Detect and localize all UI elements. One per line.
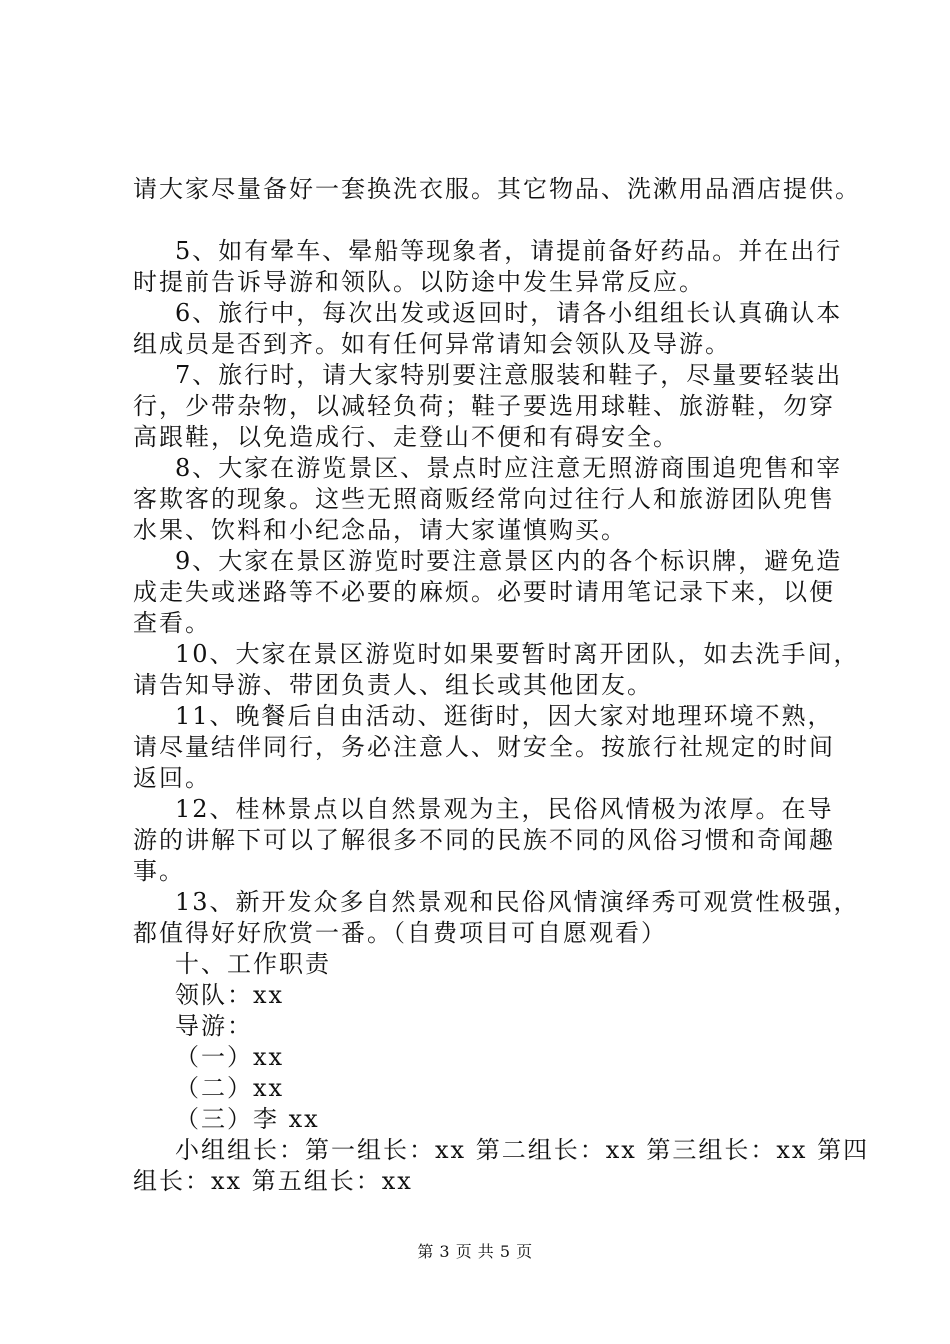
text-line: 事。	[133, 857, 185, 885]
page-footer	[0, 1242, 950, 1262]
first-line-block	[133, 174, 861, 205]
page-number-label: 第 3 页 共 5 页	[417, 1242, 533, 1261]
text-line: 请尽量结伴同行，务必注意人、财安全。按旅行社规定的时间	[133, 733, 835, 761]
text-line: 水果、饮料和小纪念品，请大家谨慎购买。	[133, 516, 627, 544]
text-line: 9、大家在景区游览时要注意景区内的各个标识牌，避免造	[175, 547, 843, 575]
text-line: 10、大家在景区游览时如果要暂时离开团队，如去洗手间，	[175, 640, 860, 668]
text-line: 返回。	[133, 764, 211, 792]
text-line: 行，少带杂物，以减轻负荷；鞋子要选用球鞋、旅游鞋，勿穿	[133, 392, 835, 420]
text-line: 11、晚餐后自由活动、逛街时，因大家对地理环境不熟，	[175, 702, 834, 730]
text-line: 导游：	[175, 1012, 253, 1040]
text-line: 查看。	[133, 609, 211, 637]
section-heading: 十、工作职责	[175, 950, 331, 978]
text-line: 时提前告诉导游和领队。以防途中发生异常反应。	[133, 268, 705, 296]
text-line: （三）李 xx	[175, 1105, 320, 1133]
text-line: 高跟鞋，以免造成行、走登山不便和有碍安全。	[133, 423, 679, 451]
text-line: 组成员是否到齐。如有任何异常请知会领队及导游。	[133, 330, 731, 358]
text-line: 都值得好好欣赏一番。（自费项目可自愿观看）	[133, 919, 667, 947]
text-line: 13、新开发众多自然景观和民俗风情演绎秀可观赏性极强，	[175, 888, 860, 916]
text-line: （二）xx	[175, 1074, 285, 1102]
text-line: 请大家尽量备好一套换洗衣服。其它物品、洗漱用品酒店提供。	[133, 175, 861, 203]
text-line: 8、大家在游览景区、景点时应注意无照游商围追兜售和宰	[175, 454, 843, 482]
body-text	[133, 236, 870, 1197]
text-line: 游的讲解下可以了解很多不同的民族不同的风俗习惯和奇闻趣	[133, 826, 835, 854]
text-line: 5、如有晕车、晕船等现象者，请提前备好药品。并在出行	[175, 237, 843, 265]
text-line: 7、旅行时，请大家特别要注意服装和鞋子，尽量要轻装出	[175, 361, 843, 389]
text-line: 小组组长：第一组长：xx 第二组长：xx 第三组长：xx 第四	[175, 1136, 870, 1164]
text-line: 6、旅行中，每次出发或返回时，请各小组组长认真确认本	[175, 299, 843, 327]
text-line: （一）xx	[175, 1043, 285, 1071]
text-line: 12、桂林景点以自然景观为主，民俗风情极为浓厚。在导	[175, 795, 834, 823]
text-line: 请告知导游、带团负责人、组长或其他团友。	[133, 671, 653, 699]
text-line: 领队：xx	[175, 981, 285, 1009]
text-line: 组长：xx 第五组长：xx	[133, 1167, 413, 1195]
text-line: 成走失或迷路等不必要的麻烦。必要时请用笔记录下来，以便	[133, 578, 835, 606]
text-line: 客欺客的现象。这些无照商贩经常向过往行人和旅游团队兜售	[133, 485, 835, 513]
